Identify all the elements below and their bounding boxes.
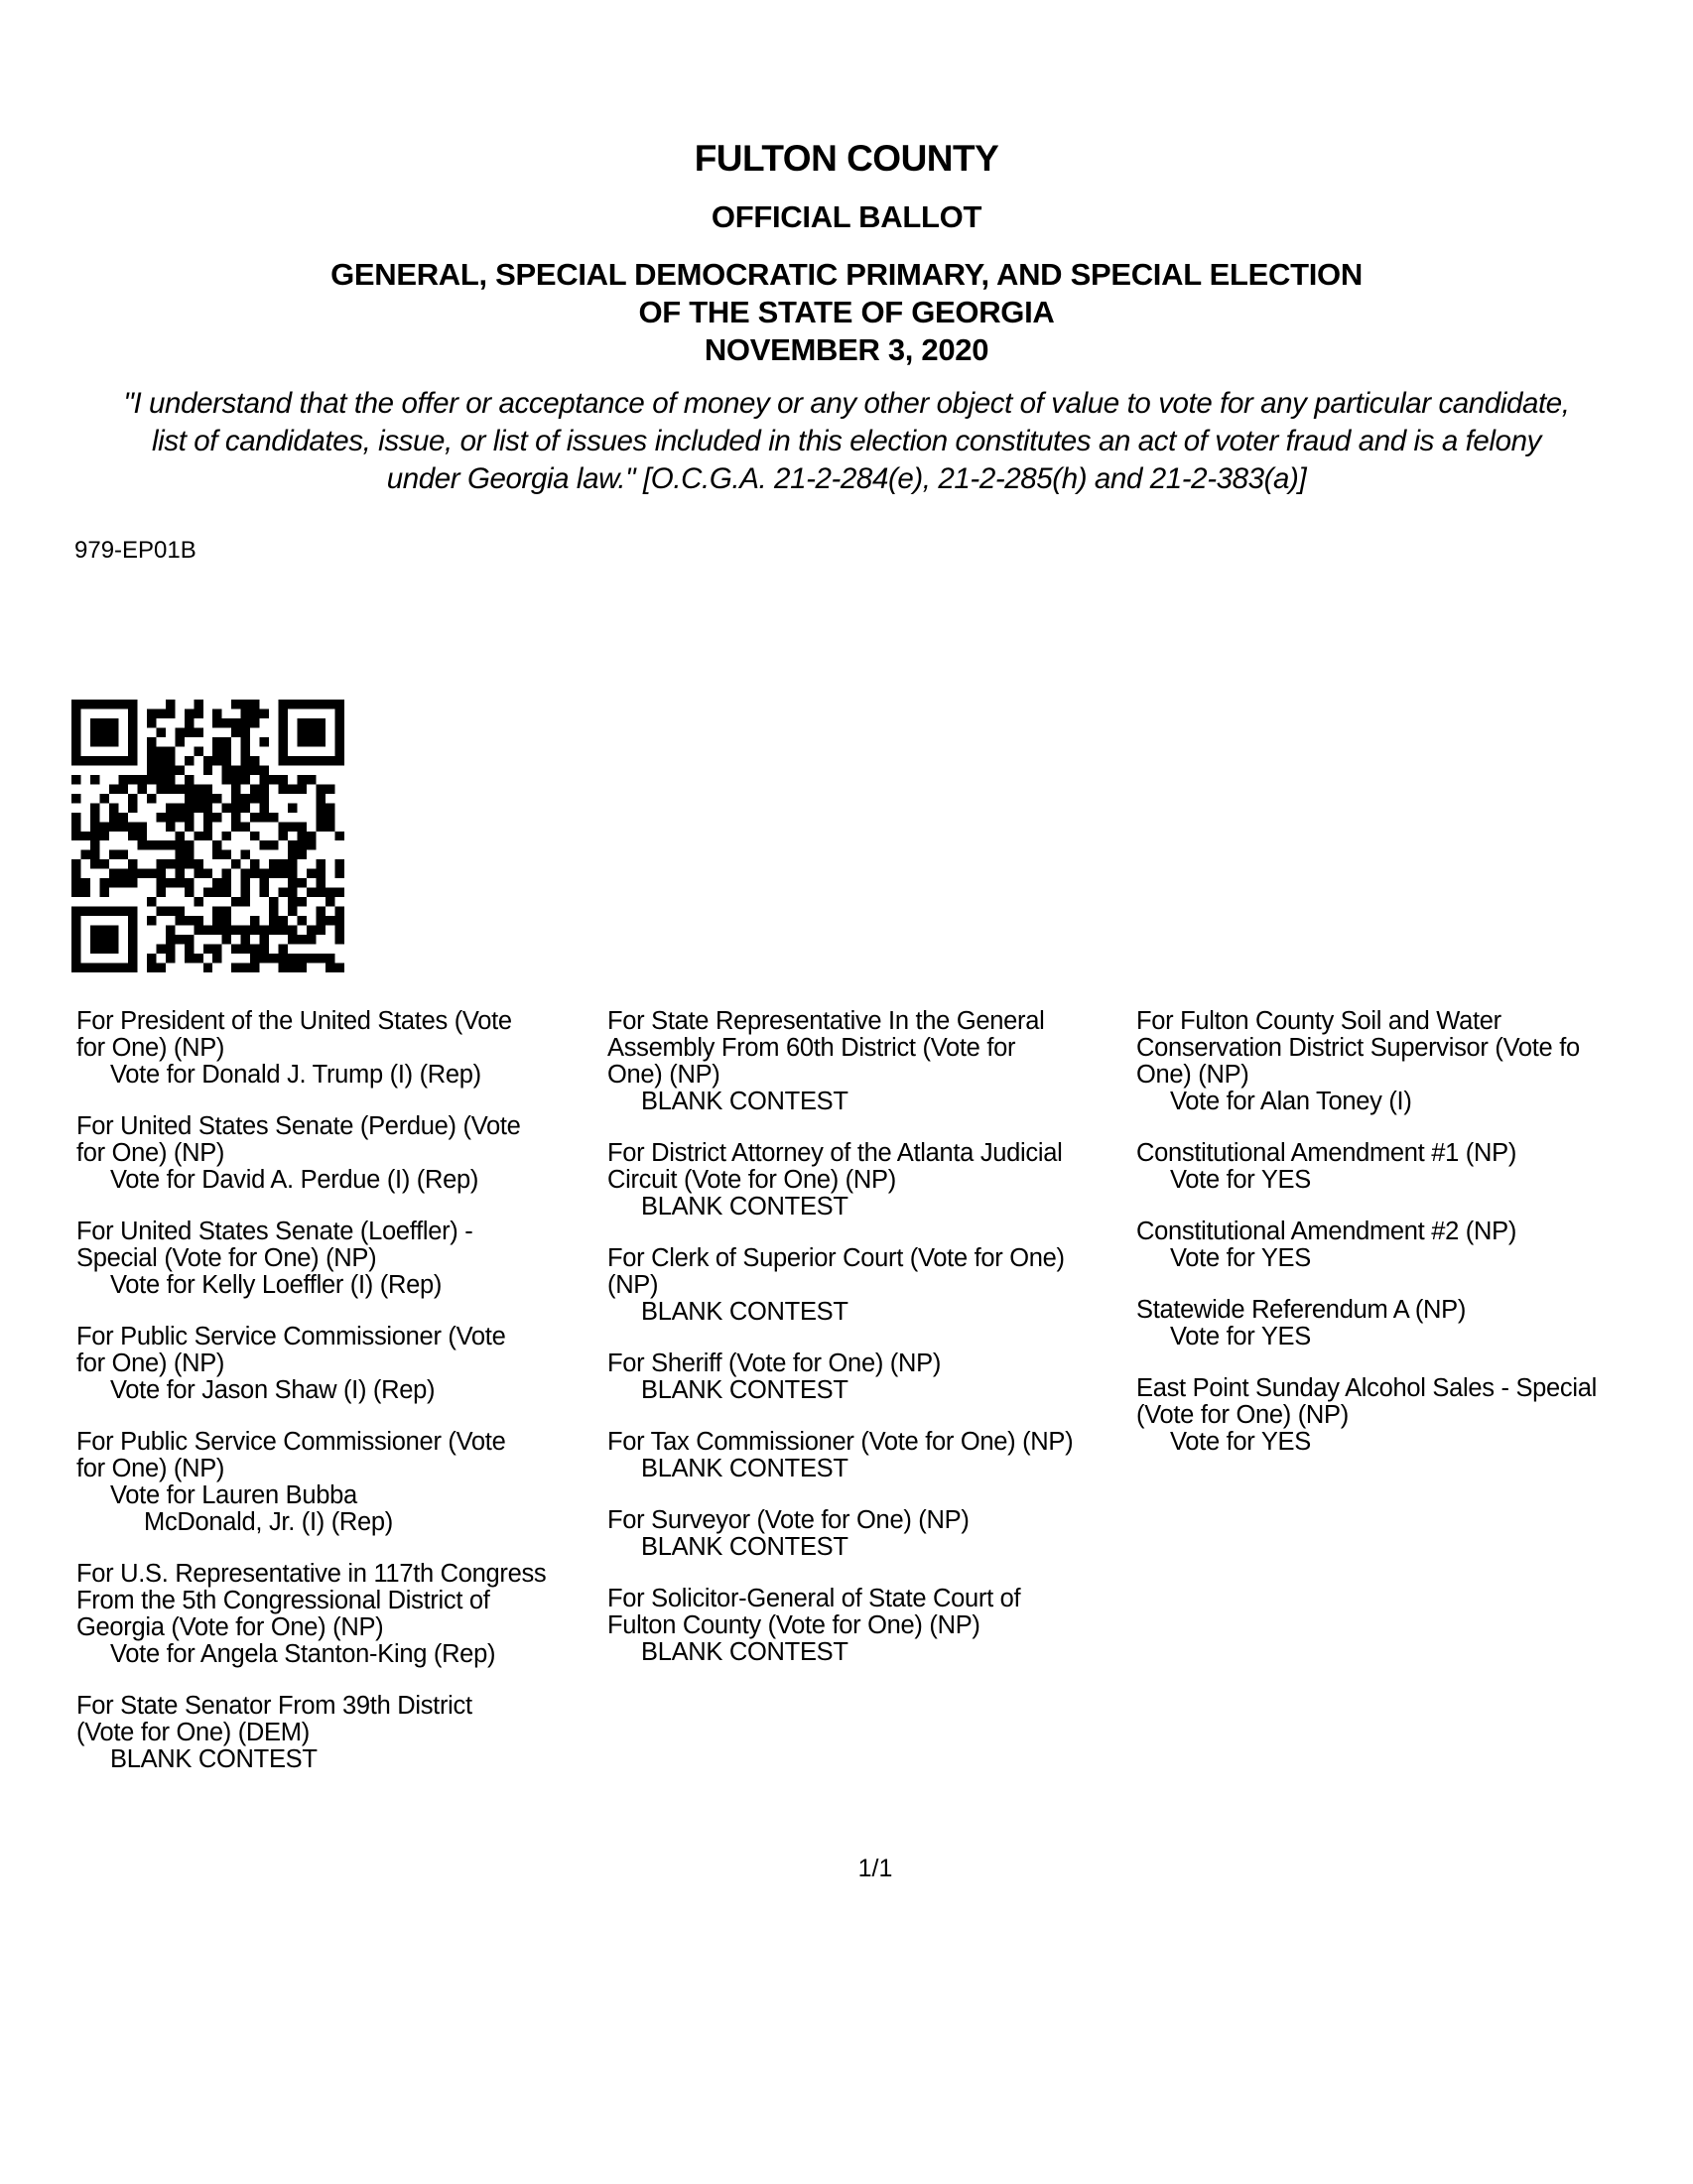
oath-line: under Georgia law." [O.C.G.A. 21-2-284(e), 21-2-285(h) and 21-2-383(a)] [386, 462, 1307, 495]
contest-title-line: For Solicitor-General of State Court of [607, 1585, 1021, 1612]
contest [76, 1113, 597, 1194]
contest [76, 1219, 597, 1299]
contest-title-line: For President of the United States (Vote [76, 1007, 512, 1035]
voter-fraud-oath [60, 385, 1633, 498]
contest-selection: BLANK CONTEST [641, 1376, 848, 1404]
ballot-type-title: OFFICIAL BALLOT [711, 199, 982, 234]
contest-selection: BLANK CONTEST [641, 1533, 848, 1561]
contest-selection: BLANK CONTEST [641, 1638, 848, 1666]
contest-title-line: (Vote for One) (DEM) [76, 1719, 310, 1746]
contest-selection: Vote for YES [1170, 1323, 1311, 1350]
contest [1136, 1008, 1687, 1115]
contest-title-line: For District Attorney of the Atlanta Judicial [607, 1139, 1063, 1167]
contest-title-line: Circuit (Vote for One) (NP) [607, 1166, 896, 1194]
contest-title-line: Fulton County (Vote for One) (NP) [607, 1611, 980, 1639]
contest [607, 1350, 1133, 1404]
contest-title-line: Assembly From 60th District (Vote for [607, 1034, 1016, 1062]
ballot-style-code: 979-EP01B [74, 537, 196, 564]
contest-selection: Vote for Alan Toney (I) [1170, 1088, 1412, 1115]
contest-title-line: Statewide Referendum A (NP) [1136, 1296, 1467, 1324]
contest-title-line: For Public Service Commissioner (Vote [76, 1428, 506, 1456]
contest [76, 1693, 597, 1773]
contest [76, 1324, 597, 1404]
contest [76, 1429, 597, 1536]
contest [1136, 1140, 1687, 1194]
contest-selection: BLANK CONTEST [641, 1088, 848, 1115]
contest-title-line: For Tax Commissioner (Vote for One) (NP) [607, 1428, 1074, 1456]
contest-title-line: For Sheriff (Vote for One) (NP) [607, 1349, 942, 1377]
contest-selection: BLANK CONTEST [641, 1298, 848, 1326]
contest-title-line: Constitutional Amendment #1 (NP) [1136, 1139, 1517, 1167]
contest-title-line: For United States Senate (Perdue) (Vote [76, 1112, 521, 1140]
contest [1136, 1219, 1687, 1272]
qr-code-icon [71, 700, 344, 972]
contest-title-line: For Fulton County Soil and Water [1136, 1007, 1501, 1035]
page-number: 1/1 [857, 1855, 893, 1882]
county-title: FULTON COUNTY [694, 138, 999, 179]
contest-title-line: One) (NP) [607, 1061, 720, 1089]
contest [1136, 1297, 1687, 1350]
contest [607, 1429, 1133, 1482]
contest-title-line: East Point Sunday Alcohol Sales - Special [1136, 1374, 1597, 1402]
contest-selection: Vote for YES [1170, 1428, 1311, 1456]
contest-selection: Vote for David A. Perdue (I) (Rep) [110, 1166, 479, 1194]
contest-title-line: For State Senator From 39th District [76, 1692, 472, 1720]
contest [607, 1586, 1133, 1666]
contest-column-3 [1136, 1008, 1687, 1480]
contest-title-line: For U.S. Representative in 117th Congress [76, 1560, 547, 1588]
contest [607, 1245, 1133, 1326]
contest-title-line: For State Representative In the General [607, 1007, 1045, 1035]
contest-title-line: For Surveyor (Vote for One) (NP) [607, 1506, 970, 1534]
contest-title-line: for One) (NP) [76, 1455, 225, 1482]
contest-selection: BLANK CONTEST [641, 1455, 848, 1482]
contest-title-line: for One) (NP) [76, 1034, 225, 1062]
oath-line: list of candidates, issue, or list of issues included in this election constitutes an act of voter fraud and is a felony [152, 425, 1541, 457]
election-date: NOVEMBER 3, 2020 [704, 332, 989, 367]
contest-selection: BLANK CONTEST [641, 1193, 848, 1220]
contest-selection: Vote for Donald J. Trump (I) (Rep) [110, 1061, 481, 1089]
contest-title-line: for One) (NP) [76, 1139, 225, 1167]
contest-title-line: (NP) [607, 1271, 659, 1299]
contest-title-line: Georgia (Vote for One) (NP) [76, 1613, 384, 1641]
contest-title-line: One) (NP) [1136, 1061, 1249, 1089]
contest [607, 1507, 1133, 1561]
contest-title-line: Constitutional Amendment #2 (NP) [1136, 1218, 1517, 1245]
contest [607, 1140, 1133, 1220]
contest-selection: Vote for Kelly Loeffler (I) (Rep) [110, 1271, 443, 1299]
contest [607, 1008, 1133, 1115]
contest-column-1 [76, 1008, 597, 1798]
election-title-line-2: OF THE STATE OF GEORGIA [638, 295, 1055, 329]
contest-selection: Vote for Angela Stanton-King (Rep) [110, 1640, 496, 1668]
contest-title-line: For Public Service Commissioner (Vote [76, 1323, 506, 1350]
contest-selection: Vote for YES [1170, 1244, 1311, 1272]
contest-title-line: (Vote for One) (NP) [1136, 1401, 1349, 1429]
contest-selection: BLANK CONTEST [110, 1745, 318, 1773]
contest [76, 1008, 597, 1089]
contest-column-2 [607, 1008, 1133, 1691]
oath-line: "I understand that the offer or acceptance of money or any other object of value to vote for any particular candidate, [123, 387, 1570, 420]
contest-selection: Vote for YES [1170, 1166, 1311, 1194]
ballot-header [0, 137, 1693, 369]
contest-title-line: For Clerk of Superior Court (Vote for One) [607, 1244, 1065, 1272]
contest-selection: McDonald, Jr. (I) (Rep) [144, 1508, 393, 1536]
contest-selection: Vote for Lauren Bubba [110, 1481, 357, 1509]
contest-title-line: for One) (NP) [76, 1349, 225, 1377]
contest [76, 1561, 597, 1668]
contest-selection: Vote for Jason Shaw (I) (Rep) [110, 1376, 436, 1404]
election-title-line-1: GENERAL, SPECIAL DEMOCRATIC PRIMARY, AND SPECIAL ELECTION [330, 257, 1363, 292]
contest-title-line: For United States Senate (Loeffler) - [76, 1218, 473, 1245]
contest-title-line: From the 5th Congressional District of [76, 1587, 490, 1614]
contest [1136, 1375, 1687, 1456]
contest-title-line: Conservation District Supervisor (Vote fo [1136, 1034, 1580, 1062]
contest-title-line: Special (Vote for One) (NP) [76, 1244, 377, 1272]
